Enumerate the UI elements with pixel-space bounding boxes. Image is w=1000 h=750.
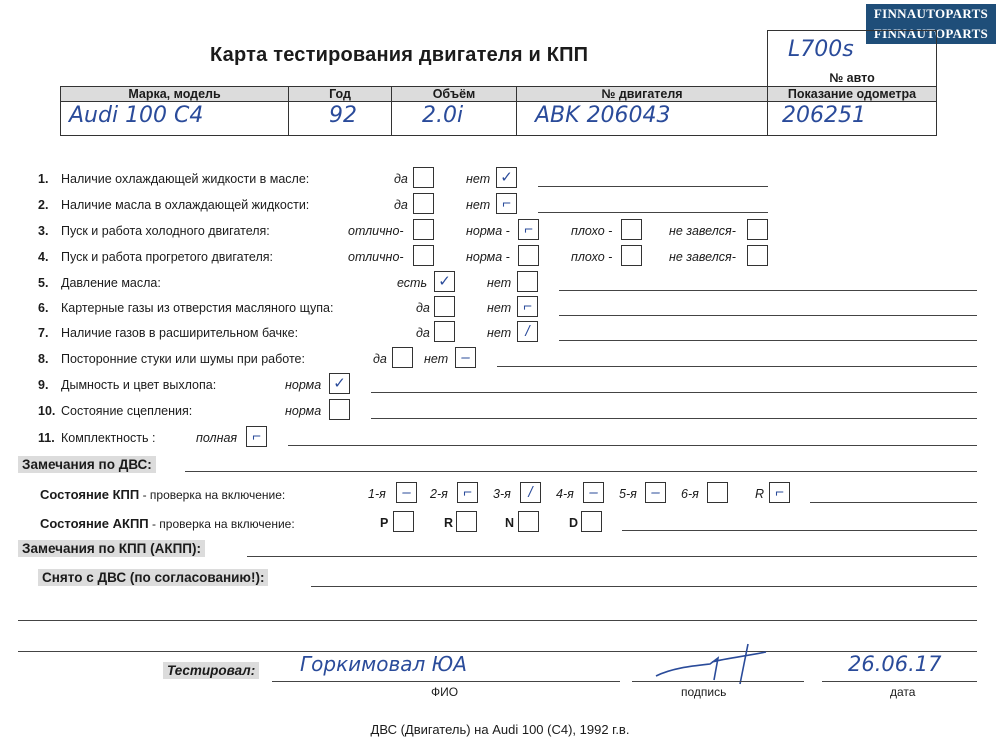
- page-title: Карта тестирования двигателя и КПП: [210, 44, 589, 66]
- akpp-gear-p-checkbox[interactable]: [393, 511, 414, 532]
- item-5-opt-no: нет: [487, 276, 512, 290]
- item-6-number: 6.: [38, 301, 49, 315]
- item-1-opt-yes: да: [394, 172, 408, 186]
- date-line: [822, 681, 977, 682]
- item-11-label: Комплектность :: [61, 431, 156, 445]
- item-5-no-checkbox[interactable]: [517, 271, 538, 292]
- item-8-no-checkbox[interactable]: –: [455, 347, 476, 368]
- item-1-yes-checkbox[interactable]: [413, 167, 434, 188]
- header-cell-volume: [392, 87, 517, 135]
- car-number-value: L700s: [788, 37, 854, 62]
- akpp-gear-r-label: R: [444, 516, 454, 530]
- kpp-gear-r-label: R: [755, 487, 765, 501]
- header-cell-engine-no: [517, 87, 768, 135]
- item-1-notes-line: [538, 186, 768, 187]
- signature-date: 26.06.17: [848, 652, 942, 676]
- header-label-odometer: Показание одометра: [768, 87, 936, 102]
- item-4-label: Пуск и работа прогретого двигателя:: [61, 250, 273, 264]
- item-4-bad-checkbox[interactable]: [621, 245, 642, 266]
- kpp-gear-4-label: 4-я: [556, 487, 574, 501]
- removed-line[interactable]: [311, 586, 977, 587]
- header-cell-year: [289, 87, 392, 135]
- item-5-label: Давление масла:: [61, 276, 161, 290]
- item-3-label: Пуск и работа холодного двигателя:: [61, 224, 270, 238]
- item-5-yes-checkbox[interactable]: ✓: [434, 271, 455, 292]
- item-7-opt-yes: да: [416, 326, 430, 340]
- item-3-opt-normal: норма -: [466, 224, 510, 238]
- image-caption: ДВС (Двигатель) на Audi 100 (С4), 1992 г.в.: [370, 722, 630, 737]
- item-2-number: 2.: [38, 198, 49, 212]
- item-4-no-start-checkbox[interactable]: [747, 245, 768, 266]
- item-7-number: 7.: [38, 326, 49, 340]
- header-value-odometer: 206251: [782, 103, 866, 128]
- item-2-no-checkbox[interactable]: ⌐: [496, 193, 517, 214]
- signature-caption: подпись: [681, 685, 727, 699]
- item-3-excellent-checkbox[interactable]: [413, 219, 434, 240]
- item-7-label: Наличие газов в расширительном бачке:: [61, 326, 299, 340]
- item-1-number: 1.: [38, 172, 49, 186]
- item-4-opt-bad: плохо -: [571, 250, 613, 264]
- item-4-opt-normal: норма -: [466, 250, 510, 264]
- item-2-yes-checkbox[interactable]: [413, 193, 434, 214]
- extra-line-2[interactable]: [18, 651, 977, 652]
- akpp-notes-line: [622, 530, 977, 531]
- item-7-notes-line: [559, 340, 977, 341]
- engine-remarks-line[interactable]: [185, 471, 977, 472]
- item-3-bad-checkbox[interactable]: [621, 219, 642, 240]
- car-number-box: [767, 30, 937, 88]
- item-11-full-checkbox[interactable]: ⌐: [246, 426, 267, 447]
- name-caption: ФИО: [431, 685, 459, 699]
- item-1-no-checkbox[interactable]: ✓: [496, 167, 517, 188]
- item-10-opt-normal: норма: [285, 404, 322, 418]
- item-7-no-checkbox[interactable]: /: [517, 321, 538, 342]
- kpp-gear-1-checkbox[interactable]: –: [396, 482, 417, 503]
- tested-by-label: Тестировал:: [163, 662, 259, 679]
- item-4-opt-no-start: не завелся-: [669, 250, 736, 264]
- kpp-gear-r-checkbox[interactable]: ⌐: [769, 482, 790, 503]
- header-cell-model: [61, 87, 289, 135]
- car-number-label: № авто: [829, 71, 875, 85]
- item-2-label: Наличие масла в охлаждающей жидкости:: [61, 198, 310, 212]
- item-3-no-start-checkbox[interactable]: [747, 219, 768, 240]
- item-8-label: Посторонние стуки или шумы при работе:: [61, 352, 305, 366]
- item-3-opt-no-start: не завелся-: [669, 224, 736, 238]
- date-caption: дата: [890, 685, 916, 699]
- item-7-opt-no: нет: [487, 326, 512, 340]
- item-4-excellent-checkbox[interactable]: [413, 245, 434, 266]
- item-1-label: Наличие охлаждающей жидкости в масле:: [61, 172, 310, 186]
- name-line: [272, 681, 620, 682]
- watermark-top: FINNAUTOPARTS: [866, 4, 996, 24]
- item-4-number: 4.: [38, 250, 49, 264]
- akpp-gear-d-label: D: [569, 516, 579, 530]
- item-8-notes-line: [497, 366, 977, 367]
- item-8-number: 8.: [38, 352, 49, 366]
- signature-line: [632, 681, 804, 682]
- kpp-gear-1-label: 1-я: [368, 487, 386, 501]
- kpp-gear-2-label: 2-я: [430, 487, 448, 501]
- item-10-normal-checkbox[interactable]: [329, 399, 350, 420]
- item-2-notes-line: [538, 212, 768, 213]
- item-7-yes-checkbox[interactable]: [434, 321, 455, 342]
- item-8-opt-yes: да: [373, 352, 387, 366]
- item-6-opt-no: нет: [487, 301, 512, 315]
- item-6-notes-line: [559, 315, 977, 316]
- kpp-gear-2-checkbox[interactable]: ⌐: [457, 482, 478, 503]
- header-value-model: Audi 100 C4: [69, 103, 204, 128]
- item-5-notes-line: [559, 290, 977, 291]
- item-3-opt-excellent: отлично-: [348, 224, 404, 238]
- header-label-year: Год: [289, 87, 391, 102]
- item-9-opt-normal: норма: [285, 378, 322, 392]
- item-9-normal-checkbox[interactable]: ✓: [329, 373, 350, 394]
- header-value-volume: 2.0i: [422, 103, 464, 128]
- kpp-remarks-label: Замечания по КПП (АКПП):: [18, 540, 205, 557]
- item-11-opt-full: полная: [196, 431, 238, 445]
- item-9-number: 9.: [38, 378, 49, 392]
- item-6-yes-checkbox[interactable]: [434, 296, 455, 317]
- engine-remarks-label: Замечания по ДВС:: [18, 456, 156, 473]
- item-8-opt-no: нет: [424, 352, 449, 366]
- item-3-normal-checkbox[interactable]: ⌐: [518, 219, 539, 240]
- item-11-number: 11.: [38, 431, 55, 445]
- header-label-model: Марка, модель: [61, 87, 288, 102]
- akpp-gear-p-label: P: [380, 516, 389, 530]
- item-9-notes-line: [371, 392, 977, 393]
- header-label-volume: Объём: [392, 87, 516, 102]
- kpp-gear-3-checkbox[interactable]: /: [520, 482, 541, 503]
- akpp-gear-d-checkbox[interactable]: [581, 511, 602, 532]
- tester-name: Горкимовал ЮА: [300, 652, 467, 676]
- item-1-opt-no: нет: [466, 172, 491, 186]
- item-3-opt-bad: плохо -: [571, 224, 613, 238]
- akpp-gear-r-checkbox[interactable]: [456, 511, 477, 532]
- akpp-gear-n-checkbox[interactable]: [518, 511, 539, 532]
- item-5-number: 5.: [38, 276, 49, 290]
- item-4-normal-checkbox[interactable]: [518, 245, 539, 266]
- header-cell-odometer: [768, 87, 936, 135]
- item-9-label: Дымность и цвет выхлопа:: [61, 378, 217, 392]
- item-6-opt-yes: да: [416, 301, 430, 315]
- kpp-gear-5-label: 5-я: [619, 487, 637, 501]
- kpp-gear-6-checkbox[interactable]: [707, 482, 728, 503]
- header-value-engine-no: ABK 206043: [535, 103, 671, 128]
- header-value-year: 92: [329, 103, 357, 128]
- kpp-notes-line: [810, 502, 977, 503]
- extra-line-1[interactable]: [18, 620, 977, 621]
- watermark-bottom: FINNAUTOPARTS: [866, 24, 996, 44]
- item-10-notes-line: [371, 418, 977, 419]
- kpp-gear-4-checkbox[interactable]: –: [583, 482, 604, 503]
- item-5-opt-yes: есть: [397, 276, 428, 290]
- kpp-gear-3-label: 3-я: [493, 487, 511, 501]
- removed-label: Снято с ДВС (по согласованию!):: [38, 569, 268, 586]
- item-8-yes-checkbox[interactable]: [392, 347, 413, 368]
- akpp-gear-n-label: N: [505, 516, 515, 530]
- item-2-opt-no: нет: [466, 198, 491, 212]
- item-2-opt-yes: да: [394, 198, 408, 212]
- item-10-number: 10.: [38, 404, 56, 418]
- item-6-label: Картерные газы из отверстия масляного щупа:: [61, 301, 334, 315]
- header-table: [60, 86, 937, 136]
- item-3-number: 3.: [38, 224, 49, 238]
- item-6-no-checkbox[interactable]: ⌐: [517, 296, 538, 317]
- kpp-remarks-line[interactable]: [247, 556, 977, 557]
- kpp-label: Состояние КПП - проверка на включение:: [40, 487, 286, 502]
- item-11-notes-line: [288, 445, 977, 446]
- kpp-gear-5-checkbox[interactable]: –: [645, 482, 666, 503]
- header-label-engine-no: № двигателя: [517, 87, 767, 102]
- akpp-label: Состояние АКПП - проверка на включение:: [40, 516, 295, 531]
- item-4-opt-excellent: отлично-: [348, 250, 404, 264]
- item-10-label: Состояние сцепления:: [61, 404, 193, 418]
- kpp-gear-6-label: 6-я: [681, 487, 699, 501]
